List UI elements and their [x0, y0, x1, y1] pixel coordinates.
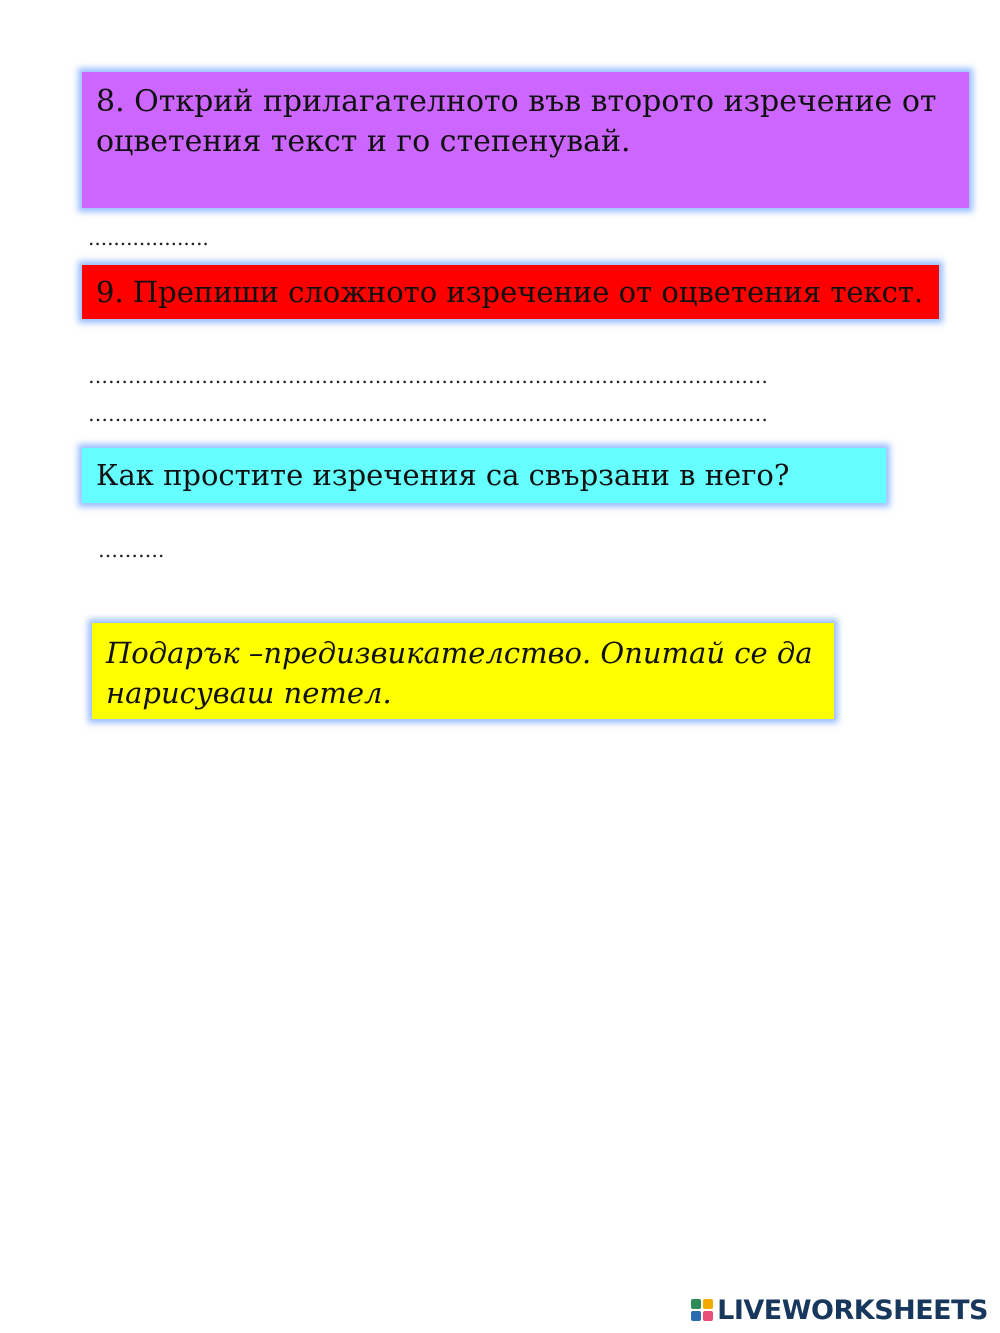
- question-8-box: [82, 72, 969, 208]
- liveworksheets-logo-icon: [691, 1299, 713, 1321]
- gift-challenge-box: [92, 623, 834, 719]
- brand-name: LIVEWORKSHEETS: [717, 1294, 988, 1326]
- gift-challenge-text: Подарък –предизвикателство. Опитай се да нарисуваш петел.: [106, 636, 813, 710]
- question-8-text: 8. Открий прилагателното във второто изречение от оцветения текст и го степенувай.: [96, 84, 937, 159]
- connection-question-text: Как простите изречения са свързани в него?: [96, 458, 790, 492]
- question-9-answer-line-1[interactable]: …………………………………………………………………………………………: [88, 364, 768, 388]
- liveworksheets-brand: [691, 1295, 988, 1325]
- question-8-answer-line[interactable]: ...................: [88, 226, 209, 250]
- connection-answer-line[interactable]: ……….: [98, 538, 165, 562]
- connection-question-box: [82, 448, 886, 503]
- question-9-answer-line-2[interactable]: …………………………………………………………………………………………: [88, 402, 768, 426]
- question-9-box: [82, 265, 939, 319]
- question-9-text: 9. Препиши сложното изречение от оцветения текст.: [96, 275, 924, 309]
